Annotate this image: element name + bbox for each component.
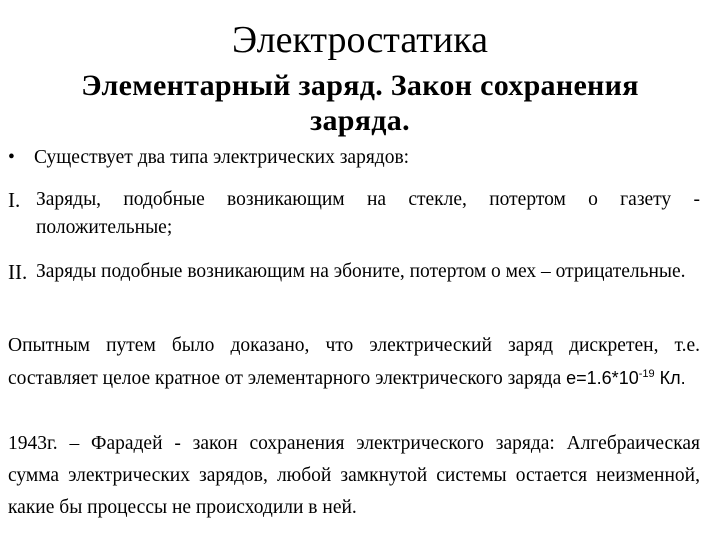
bullet-item (8, 144, 708, 172)
list-marker: I. (8, 188, 21, 212)
list-marker: II. (8, 260, 28, 284)
formula-unit: Кл. (654, 368, 686, 388)
slide-subtitle: Элементарный заряд. Закон сохранения заряда. (81, 69, 639, 137)
paragraph-text: Опытным путем было доказано, что электрический заряд дискретен, т.е. составляет целое кратное от элементарного электрического заряда (8, 335, 700, 389)
formula-base: e=1.6*10 (566, 368, 639, 388)
slide-title: Электростатика (232, 19, 488, 61)
list-item (8, 186, 700, 242)
list-text: Заряды подобные возникающим на эбоните, потертом о мех – отрицательные. (36, 261, 686, 282)
paragraph-conservation-law: 1943г. – Фарадей - закон сохранения электрического заряда: Алгебраическая сумма электрических зарядов, любой замкнутой системы остается неизменной, какие бы процессы не происходили в ней. (8, 433, 700, 518)
bullet-marker: • (8, 147, 15, 168)
paragraph-discreteness (8, 330, 700, 395)
charge-formula (566, 368, 685, 388)
formula-exponent: -19 (638, 368, 655, 380)
list-item (8, 258, 700, 286)
bullet-text: Существует два типа электрических зарядов: (34, 147, 410, 168)
list-text: Заряды, подобные возникающим на стекле, потертом о газету - положительные; (36, 189, 700, 238)
